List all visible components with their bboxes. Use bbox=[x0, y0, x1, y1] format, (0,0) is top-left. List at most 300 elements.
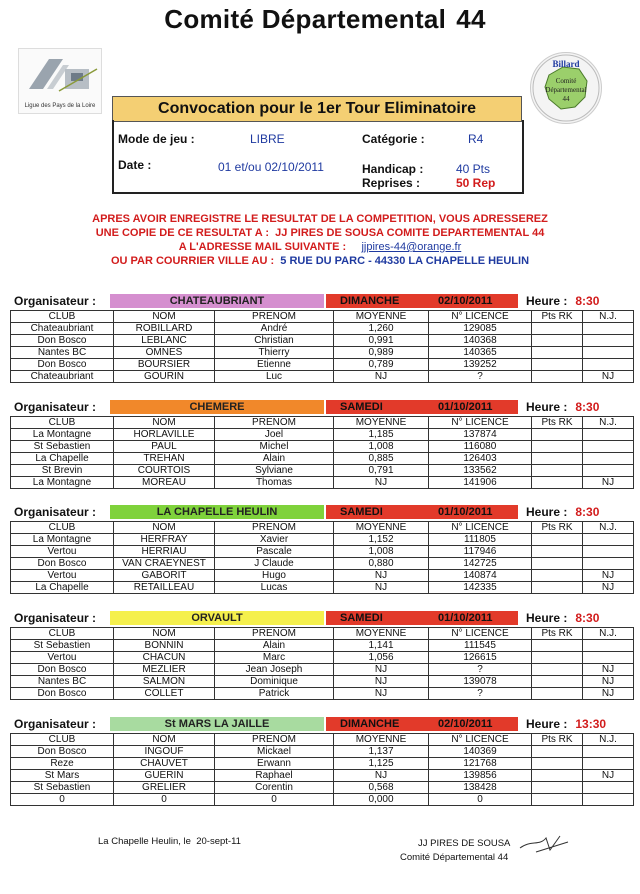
cell-prenom: 0 bbox=[215, 794, 334, 806]
column-header-nom: NOM bbox=[114, 311, 215, 323]
cell-nj bbox=[583, 794, 634, 806]
cell-prenom: Etienne bbox=[215, 359, 334, 371]
day-name: SAMEDI bbox=[340, 401, 383, 413]
column-header-club: CLUB bbox=[11, 417, 114, 429]
day-name: SAMEDI bbox=[340, 612, 383, 624]
cell-moyenne: 1,008 bbox=[334, 441, 429, 453]
column-header-moyenne: MOYENNE bbox=[334, 734, 429, 746]
cell-licence: 133562 bbox=[429, 465, 532, 477]
column-header-prenom: PRENOM bbox=[215, 734, 334, 746]
cell-nj bbox=[583, 359, 634, 371]
heure-value: 8:30 bbox=[575, 611, 600, 625]
cell-ptsrk bbox=[532, 359, 583, 371]
cell-club: Don Bosco bbox=[11, 664, 114, 676]
cell-prenom: Pascale bbox=[215, 546, 334, 558]
cell-moyenne: 1,141 bbox=[334, 640, 429, 652]
day-name: DIMANCHE bbox=[340, 295, 400, 307]
cell-moyenne: NJ bbox=[334, 371, 429, 383]
cell-nom: RETAILLEAU bbox=[114, 582, 215, 594]
cell-moyenne: 1,008 bbox=[334, 546, 429, 558]
venue-name: ORVAULT bbox=[110, 611, 324, 625]
table-row bbox=[11, 534, 634, 546]
table-row bbox=[11, 770, 634, 782]
cell-prenom: Luc bbox=[215, 371, 334, 383]
organisateur-label: Organisateur : bbox=[14, 505, 97, 519]
cell-ptsrk bbox=[532, 782, 583, 794]
table-row bbox=[11, 582, 634, 594]
cell-moyenne: 0,989 bbox=[334, 347, 429, 359]
column-header-prenom: PRENOM bbox=[215, 417, 334, 429]
cell-nom: MEZLIER bbox=[114, 664, 215, 676]
cell-nj bbox=[583, 465, 634, 477]
table-header-row bbox=[11, 734, 634, 746]
cell-nom: COURTOIS bbox=[114, 465, 215, 477]
cell-ptsrk bbox=[532, 688, 583, 700]
table-row bbox=[11, 359, 634, 371]
cell-moyenne: 1,137 bbox=[334, 746, 429, 758]
cell-licence: 140874 bbox=[429, 570, 532, 582]
cell-prenom: Christian bbox=[215, 335, 334, 347]
cell-club: La Montagne bbox=[11, 477, 114, 489]
heure-label: Heure : bbox=[526, 505, 568, 519]
cell-ptsrk bbox=[532, 441, 583, 453]
cell-nom: GUERIN bbox=[114, 770, 215, 782]
players-table bbox=[10, 521, 634, 594]
table-row bbox=[11, 746, 634, 758]
column-header-licence: N° LICENCE bbox=[429, 522, 532, 534]
day-name: SAMEDI bbox=[340, 506, 383, 518]
day-date: 02/10/2011 bbox=[438, 295, 493, 307]
column-header-nj: N.J. bbox=[583, 522, 634, 534]
cell-club: Nantes BC bbox=[11, 347, 114, 359]
heure-value: 8:30 bbox=[575, 505, 600, 519]
organisateur-label: Organisateur : bbox=[14, 717, 97, 731]
billard-logo bbox=[530, 52, 602, 124]
organisateur-label: Organisateur : bbox=[14, 294, 97, 308]
place-date-label: La Chapelle Heulin, le bbox=[98, 836, 191, 847]
column-header-nom: NOM bbox=[114, 522, 215, 534]
column-header-ptsrk: Pts RK bbox=[532, 734, 583, 746]
reprises-value: 50 Rep bbox=[456, 176, 496, 190]
cell-prenom: Alain bbox=[215, 453, 334, 465]
column-header-nom: NOM bbox=[114, 417, 215, 429]
column-header-licence: N° LICENCE bbox=[429, 628, 532, 640]
billard-logo-title: Billard bbox=[552, 59, 580, 69]
table-row bbox=[11, 652, 634, 664]
cell-moyenne: 1,260 bbox=[334, 323, 429, 335]
cell-nom: LEBLANC bbox=[114, 335, 215, 347]
heure-label: Heure : bbox=[526, 717, 568, 731]
day-header bbox=[326, 294, 518, 308]
cell-licence: 139252 bbox=[429, 359, 532, 371]
cell-ptsrk bbox=[532, 371, 583, 383]
cell-moyenne: 0,991 bbox=[334, 335, 429, 347]
cell-licence: 140369 bbox=[429, 746, 532, 758]
cell-licence: 126403 bbox=[429, 453, 532, 465]
column-header-nj: N.J. bbox=[583, 311, 634, 323]
cell-club: St Brevin bbox=[11, 465, 114, 477]
cell-licence: 126615 bbox=[429, 652, 532, 664]
table-header-row bbox=[11, 417, 634, 429]
column-header-moyenne: MOYENNE bbox=[334, 417, 429, 429]
column-header-prenom: PRENOM bbox=[215, 522, 334, 534]
competition-info bbox=[112, 120, 524, 194]
cell-nom: HORLAVILLE bbox=[114, 429, 215, 441]
cell-ptsrk bbox=[532, 570, 583, 582]
day-date: 01/10/2011 bbox=[438, 506, 493, 518]
reprises-label: Reprises : bbox=[362, 176, 421, 190]
cell-ptsrk bbox=[532, 335, 583, 347]
billard-logo-line2: Comité bbox=[555, 77, 577, 85]
billard-logo-line4: 44 bbox=[562, 95, 570, 103]
column-header-club: CLUB bbox=[11, 734, 114, 746]
notice-line-4b: 5 RUE DU PARC - 44330 LA CHAPELLE HEULIN bbox=[280, 255, 530, 267]
page-title bbox=[0, 4, 640, 35]
table-row bbox=[11, 688, 634, 700]
league-logo-icon bbox=[19, 49, 101, 101]
notice-line-2a: UNE COPIE DE CE RESULTAT A : bbox=[95, 227, 270, 239]
cell-club: Vertou bbox=[11, 570, 114, 582]
place-date-value: 20-sept-11 bbox=[196, 836, 241, 847]
cell-nj bbox=[583, 347, 634, 359]
cell-ptsrk bbox=[532, 676, 583, 688]
start-time bbox=[526, 294, 599, 308]
cell-moyenne: 1,125 bbox=[334, 758, 429, 770]
signatory-name: JJ PIRES DE SOUSA bbox=[418, 838, 511, 849]
players-table bbox=[10, 627, 634, 700]
cell-prenom: Xavier bbox=[215, 534, 334, 546]
cell-moyenne: NJ bbox=[334, 664, 429, 676]
cell-ptsrk bbox=[532, 347, 583, 359]
cell-ptsrk bbox=[532, 546, 583, 558]
table-row bbox=[11, 676, 634, 688]
cell-club: La Montagne bbox=[11, 429, 114, 441]
cell-licence: 142335 bbox=[429, 582, 532, 594]
organisateur-label: Organisateur : bbox=[14, 611, 97, 625]
cell-moyenne: 0,791 bbox=[334, 465, 429, 477]
cell-nj bbox=[583, 782, 634, 794]
notice-line-4a: OU PAR COURRIER VILLE AU : bbox=[110, 255, 275, 267]
cell-ptsrk bbox=[532, 558, 583, 570]
heure-label: Heure : bbox=[526, 611, 568, 625]
column-header-licence: N° LICENCE bbox=[429, 311, 532, 323]
handicap-value: 40 Pts bbox=[456, 162, 491, 176]
cell-nom: TREHAN bbox=[114, 453, 215, 465]
categorie-label: Catégorie : bbox=[362, 132, 425, 146]
cell-licence: 121768 bbox=[429, 758, 532, 770]
venue-name: LA CHAPELLE HEULIN bbox=[110, 505, 324, 519]
cell-nj bbox=[583, 429, 634, 441]
cell-nom: COLLET bbox=[114, 688, 215, 700]
cell-licence: 117946 bbox=[429, 546, 532, 558]
email-link[interactable]: jjpires-44@orange.fr bbox=[361, 241, 462, 253]
cell-prenom: Erwann bbox=[215, 758, 334, 770]
cell-club: St Sebastien bbox=[11, 640, 114, 652]
day-header bbox=[326, 717, 518, 731]
place-date bbox=[98, 836, 241, 847]
cell-moyenne: 1,185 bbox=[334, 429, 429, 441]
cell-ptsrk bbox=[532, 323, 583, 335]
start-time bbox=[526, 717, 606, 731]
handicap-label: Handicap : bbox=[362, 162, 424, 176]
start-time bbox=[526, 400, 599, 414]
column-header-licence: N° LICENCE bbox=[429, 734, 532, 746]
column-header-nom: NOM bbox=[114, 628, 215, 640]
cell-nom: SALMON bbox=[114, 676, 215, 688]
cell-prenom: Thierry bbox=[215, 347, 334, 359]
cell-nom: BONNIN bbox=[114, 640, 215, 652]
cell-moyenne: NJ bbox=[334, 570, 429, 582]
cell-moyenne: 0,000 bbox=[334, 794, 429, 806]
cell-nom: INGOUF bbox=[114, 746, 215, 758]
title-number: 44 bbox=[456, 4, 486, 34]
cell-ptsrk bbox=[532, 640, 583, 652]
column-header-prenom: PRENOM bbox=[215, 311, 334, 323]
column-header-club: CLUB bbox=[11, 522, 114, 534]
cell-licence: 111805 bbox=[429, 534, 532, 546]
day-date: 01/10/2011 bbox=[438, 401, 493, 413]
day-date: 01/10/2011 bbox=[438, 612, 493, 624]
cell-moyenne: 1,056 bbox=[334, 652, 429, 664]
cell-ptsrk bbox=[532, 664, 583, 676]
cell-nj bbox=[583, 546, 634, 558]
notice-line-3a: A L'ADRESSE MAIL SUIVANTE : bbox=[178, 241, 347, 253]
cell-licence: 140368 bbox=[429, 335, 532, 347]
cell-prenom: Alain bbox=[215, 640, 334, 652]
column-header-moyenne: MOYENNE bbox=[334, 628, 429, 640]
cell-nom: GRELIER bbox=[114, 782, 215, 794]
table-row bbox=[11, 429, 634, 441]
column-header-club: CLUB bbox=[11, 311, 114, 323]
column-header-ptsrk: Pts RK bbox=[532, 522, 583, 534]
cell-moyenne: NJ bbox=[334, 770, 429, 782]
cell-licence: 0 bbox=[429, 794, 532, 806]
cell-nom: GABORIT bbox=[114, 570, 215, 582]
start-time bbox=[526, 611, 599, 625]
column-header-nom: NOM bbox=[114, 734, 215, 746]
cell-prenom: Sylviane bbox=[215, 465, 334, 477]
heure-label: Heure : bbox=[526, 294, 568, 308]
cell-moyenne: NJ bbox=[334, 582, 429, 594]
mode-label: Mode de jeu : bbox=[118, 132, 195, 146]
start-time bbox=[526, 505, 599, 519]
cell-ptsrk bbox=[532, 652, 583, 664]
cell-nj: NJ bbox=[583, 371, 634, 383]
cell-nj bbox=[583, 558, 634, 570]
day-header bbox=[326, 400, 518, 414]
table-row bbox=[11, 371, 634, 383]
notice-line-2b: JJ PIRES DE SOUSA COMITE DEPARTEMENTAL 44 bbox=[275, 227, 545, 239]
cell-moyenne: NJ bbox=[334, 688, 429, 700]
cell-moyenne: 0,885 bbox=[334, 453, 429, 465]
cell-club: Don Bosco bbox=[11, 359, 114, 371]
heure-value: 8:30 bbox=[575, 294, 600, 308]
cell-club: Don Bosco bbox=[11, 746, 114, 758]
cell-moyenne: 0,568 bbox=[334, 782, 429, 794]
table-row bbox=[11, 441, 634, 453]
table-row bbox=[11, 558, 634, 570]
column-header-club: CLUB bbox=[11, 628, 114, 640]
notice-line-1: APRES AVOIR ENREGISTRE LE RESULTAT DE LA COMPETITION, VOUS ADRESSEREZ bbox=[92, 213, 548, 225]
column-header-nj: N.J. bbox=[583, 417, 634, 429]
players-table bbox=[10, 310, 634, 383]
table-header-row bbox=[11, 628, 634, 640]
cell-prenom: Jean Joseph bbox=[215, 664, 334, 676]
cell-nj bbox=[583, 323, 634, 335]
cell-club: Chateaubriant bbox=[11, 323, 114, 335]
cell-nom: HERRIAU bbox=[114, 546, 215, 558]
cell-prenom: Dominique bbox=[215, 676, 334, 688]
cell-ptsrk bbox=[532, 453, 583, 465]
billard-logo-line3: Départemental bbox=[545, 86, 587, 94]
cell-club: Don Bosco bbox=[11, 558, 114, 570]
cell-nom: VAN CRAEYNEST bbox=[114, 558, 215, 570]
day-header bbox=[326, 505, 518, 519]
cell-nj bbox=[583, 335, 634, 347]
categorie-value: R4 bbox=[468, 132, 484, 146]
cell-nj bbox=[583, 453, 634, 465]
players-table bbox=[10, 416, 634, 489]
cell-nj bbox=[583, 758, 634, 770]
cell-club: Nantes BC bbox=[11, 676, 114, 688]
organisateur-label: Organisateur : bbox=[14, 400, 97, 414]
day-header bbox=[326, 611, 518, 625]
cell-ptsrk bbox=[532, 429, 583, 441]
date-value: 01 et/ou 02/10/2011 bbox=[218, 160, 324, 174]
cell-ptsrk bbox=[532, 770, 583, 782]
cell-licence: ? bbox=[429, 371, 532, 383]
league-logo-caption: Ligue des Pays de la Loire bbox=[24, 103, 96, 109]
cell-nom: CHAUVET bbox=[114, 758, 215, 770]
table-row bbox=[11, 640, 634, 652]
table-row bbox=[11, 335, 634, 347]
table-row bbox=[11, 664, 634, 676]
cell-moyenne: NJ bbox=[334, 676, 429, 688]
cell-nj: NJ bbox=[583, 676, 634, 688]
cell-club: St Sebastien bbox=[11, 782, 114, 794]
cell-club: St Mars bbox=[11, 770, 114, 782]
day-date: 02/10/2011 bbox=[438, 718, 493, 730]
cell-nj: NJ bbox=[583, 664, 634, 676]
cell-licence: ? bbox=[429, 664, 532, 676]
cell-prenom: André bbox=[215, 323, 334, 335]
cell-club: La Chapelle bbox=[11, 453, 114, 465]
cell-ptsrk bbox=[532, 465, 583, 477]
column-header-licence: N° LICENCE bbox=[429, 417, 532, 429]
cell-ptsrk bbox=[532, 582, 583, 594]
cell-nom: ROBILLARD bbox=[114, 323, 215, 335]
cell-licence: ? bbox=[429, 688, 532, 700]
cell-nom: GOURIN bbox=[114, 371, 215, 383]
cell-nom: OMNES bbox=[114, 347, 215, 359]
cell-prenom: Joel bbox=[215, 429, 334, 441]
table-row bbox=[11, 347, 634, 359]
cell-club: La Chapelle bbox=[11, 582, 114, 594]
cell-nom: MOREAU bbox=[114, 477, 215, 489]
cell-club: Don Bosco bbox=[11, 688, 114, 700]
cell-nj bbox=[583, 640, 634, 652]
cell-ptsrk bbox=[532, 794, 583, 806]
signatory-org: Comité Départemental 44 bbox=[400, 852, 509, 863]
table-row bbox=[11, 477, 634, 489]
cell-licence: 116080 bbox=[429, 441, 532, 453]
cell-licence: 139856 bbox=[429, 770, 532, 782]
cell-prenom: Thomas bbox=[215, 477, 334, 489]
heure-label: Heure : bbox=[526, 400, 568, 414]
cell-nj: NJ bbox=[583, 582, 634, 594]
column-header-moyenne: MOYENNE bbox=[334, 522, 429, 534]
cell-nom: 0 bbox=[114, 794, 215, 806]
cell-club: St Sebastien bbox=[11, 441, 114, 453]
table-row bbox=[11, 794, 634, 806]
cell-prenom: Corentin bbox=[215, 782, 334, 794]
cell-licence: 140365 bbox=[429, 347, 532, 359]
cell-club: Vertou bbox=[11, 546, 114, 558]
title-text: Comité Départemental bbox=[164, 4, 447, 34]
cell-nom: BOURSIER bbox=[114, 359, 215, 371]
cell-prenom: Patrick bbox=[215, 688, 334, 700]
cell-nj bbox=[583, 652, 634, 664]
cell-ptsrk bbox=[532, 758, 583, 770]
convocation-banner: Convocation pour le 1er Tour Eliminatoire bbox=[112, 96, 522, 122]
heure-value: 8:30 bbox=[575, 400, 600, 414]
cell-prenom: Hugo bbox=[215, 570, 334, 582]
column-header-moyenne: MOYENNE bbox=[334, 311, 429, 323]
cell-nom: PAUL bbox=[114, 441, 215, 453]
cell-moyenne: 0,789 bbox=[334, 359, 429, 371]
column-header-ptsrk: Pts RK bbox=[532, 628, 583, 640]
cell-prenom: J Claude bbox=[215, 558, 334, 570]
players-table bbox=[10, 733, 634, 806]
date-label: Date : bbox=[118, 158, 152, 172]
column-header-nj: N.J. bbox=[583, 628, 634, 640]
venue-name: St MARS LA JAILLE bbox=[110, 717, 324, 731]
league-logo bbox=[18, 48, 102, 114]
column-header-nj: N.J. bbox=[583, 734, 634, 746]
cell-nj bbox=[583, 534, 634, 546]
cell-moyenne: NJ bbox=[334, 477, 429, 489]
column-header-ptsrk: Pts RK bbox=[532, 417, 583, 429]
cell-prenom: Raphael bbox=[215, 770, 334, 782]
cell-prenom: Mickael bbox=[215, 746, 334, 758]
heure-value: 13:30 bbox=[575, 717, 607, 731]
cell-prenom: Lucas bbox=[215, 582, 334, 594]
cell-licence: 142725 bbox=[429, 558, 532, 570]
cell-club: Don Bosco bbox=[11, 335, 114, 347]
notice-line-3 bbox=[40, 240, 600, 254]
notice-line-4 bbox=[40, 254, 600, 268]
cell-licence: 129085 bbox=[429, 323, 532, 335]
table-header-row bbox=[11, 522, 634, 534]
cell-nj: NJ bbox=[583, 477, 634, 489]
cell-club: Vertou bbox=[11, 652, 114, 664]
cell-club: 0 bbox=[11, 794, 114, 806]
table-row bbox=[11, 758, 634, 770]
cell-nom: CHACUN bbox=[114, 652, 215, 664]
table-row bbox=[11, 453, 634, 465]
day-name: DIMANCHE bbox=[340, 718, 400, 730]
table-row bbox=[11, 782, 634, 794]
table-row bbox=[11, 546, 634, 558]
cell-licence: 111545 bbox=[429, 640, 532, 652]
cell-moyenne: 1,152 bbox=[334, 534, 429, 546]
table-header-row bbox=[11, 311, 634, 323]
cell-nj: NJ bbox=[583, 770, 634, 782]
cell-moyenne: 0,880 bbox=[334, 558, 429, 570]
cell-licence: 141906 bbox=[429, 477, 532, 489]
cell-licence: 137874 bbox=[429, 429, 532, 441]
cell-club: Chateaubriant bbox=[11, 371, 114, 383]
